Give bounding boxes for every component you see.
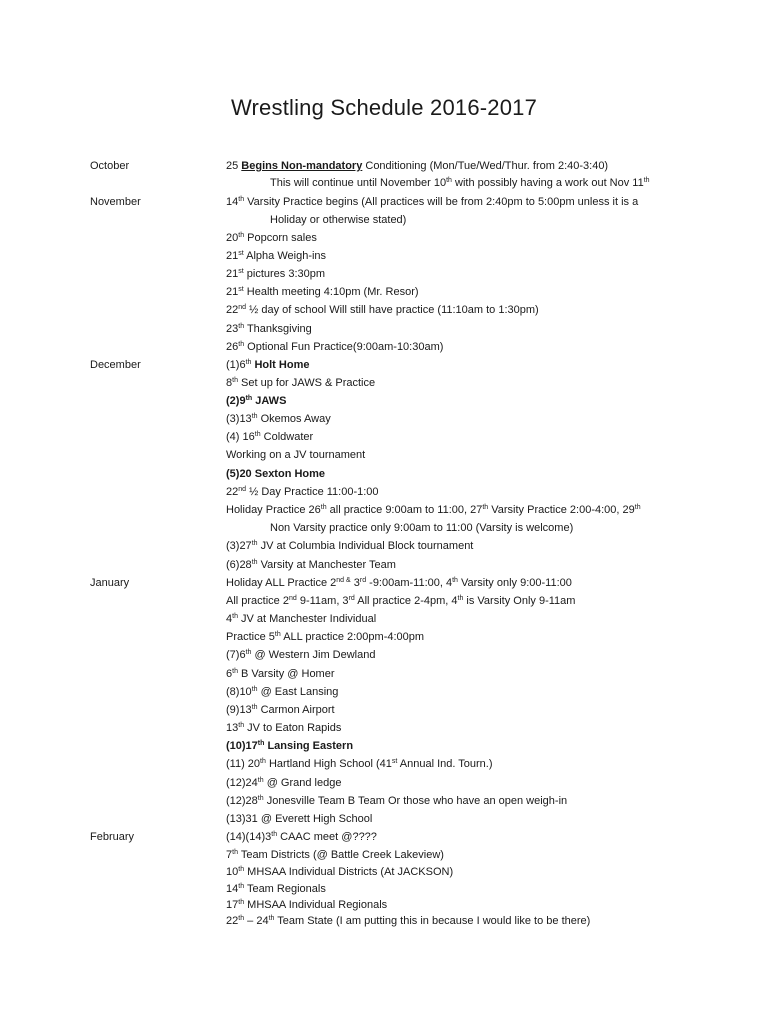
schedule-line: Non Varsity practice only 9:00am to 11:00 (Varsity is welcome) bbox=[270, 522, 574, 534]
schedule-line: (6)28th Varsity at Manchester Team bbox=[226, 559, 396, 571]
schedule-line: (5)20 Sexton Home bbox=[226, 468, 326, 480]
schedule-line: (2)9th JAWS bbox=[226, 395, 287, 407]
schedule-line: Holiday Practice 26th all practice 9:00am to 11:00, 27th Varsity Practice 2:00-4:00, 29th bbox=[226, 504, 641, 516]
month-january: January bbox=[90, 577, 130, 589]
schedule-line: 21st Health meeting 4:10pm (Mr. Resor) bbox=[226, 286, 419, 298]
schedule-line: 26th Optional Fun Practice(9:00am-10:30am) bbox=[226, 341, 444, 353]
schedule-line: (11) 20th Hartland High School (41st Annual Ind. Tourn.) bbox=[226, 758, 493, 770]
month-november: November bbox=[90, 196, 141, 208]
schedule-line: All practice 2nd 9-11am, 3rd All practice 2-4pm, 4th is Varsity Only 9-11am bbox=[226, 595, 576, 607]
schedule-line: 13th JV to Eaton Rapids bbox=[226, 722, 342, 734]
schedule-line: 17th MHSAA Individual Regionals bbox=[226, 899, 388, 911]
schedule-line: Practice 5th ALL practice 2:00pm-4:00pm bbox=[226, 631, 425, 643]
schedule-line: Working on a JV tournament bbox=[226, 449, 366, 461]
schedule-line: This will continue until November 10th with possibly having a work out Nov 11th bbox=[270, 177, 650, 189]
schedule-line: (8)10th @ East Lansing bbox=[226, 686, 339, 698]
schedule-line: (3)27th JV at Columbia Individual Block tournament bbox=[226, 540, 474, 552]
schedule-line: 8th Set up for JAWS & Practice bbox=[226, 377, 376, 389]
schedule-line: (10)17th Lansing Eastern bbox=[226, 740, 354, 752]
schedule-line: 23th Thanksgiving bbox=[226, 323, 312, 335]
schedule-line: 4th JV at Manchester Individual bbox=[226, 613, 377, 625]
schedule-line: Holiday ALL Practice $2^{nd \&}$ 3rd -9:00am-11:00, 4th Varsity only 9:00-11:00 bbox=[226, 577, 572, 589]
schedule-line: (14)(14)3th CAAC meet @???? bbox=[226, 831, 377, 843]
schedule-line: 7th Team Districts (@ Battle Creek Lakeview) bbox=[226, 849, 444, 861]
schedule-line: Holiday or otherwise stated) bbox=[270, 214, 407, 226]
schedule-line: 22nd ½ Day Practice 11:00-1:00 bbox=[226, 486, 379, 498]
month-october: October bbox=[90, 160, 130, 172]
schedule-line: (4) 16th Coldwater bbox=[226, 431, 314, 443]
schedule-line: (3)13th Okemos Away bbox=[226, 413, 331, 425]
month-december: December bbox=[90, 359, 141, 371]
schedule-line: (7)6th @ Western Jim Dewland bbox=[226, 649, 376, 661]
schedule-line: 14th Team Regionals bbox=[226, 883, 326, 895]
schedule-line: 6th B Varsity @ Homer bbox=[226, 668, 335, 680]
schedule-line: 25 Begins Non-mandatory Conditioning (Mon/Tue/Wed/Thur. from 2:40-3:40) bbox=[226, 160, 609, 172]
schedule-line: 20th Popcorn sales bbox=[226, 232, 317, 244]
schedule-line: 21st Alpha Weigh-ins bbox=[226, 250, 327, 262]
schedule-line: (12)24th @ Grand ledge bbox=[226, 777, 342, 789]
schedule-line: (12)28th Jonesville Team B Team Or those who have an open weigh-in bbox=[226, 795, 568, 807]
month-february: February bbox=[90, 831, 135, 843]
schedule-line: 10th MHSAA Individual Districts (At JACKSON) bbox=[226, 866, 454, 878]
schedule-line: 22th – 24th Team State (I am putting this in because I would like to be there) bbox=[226, 915, 591, 927]
schedule-line: (9)13th Carmon Airport bbox=[226, 704, 335, 716]
document-title: Wrestling Schedule 2016-2017 bbox=[230, 95, 538, 120]
schedule-line: (1)6th Holt Home bbox=[226, 359, 310, 371]
schedule-line: 14th Varsity Practice begins (All practices will be from 2:40pm to 5:00pm unless it is a bbox=[226, 196, 639, 208]
schedule-line: 22nd ½ day of school Will still have practice (11:10am to 1:30pm) bbox=[226, 304, 539, 316]
schedule-line: 21st pictures 3:30pm bbox=[226, 268, 326, 280]
schedule-line: (13)31 @ Everett High School bbox=[226, 813, 373, 825]
